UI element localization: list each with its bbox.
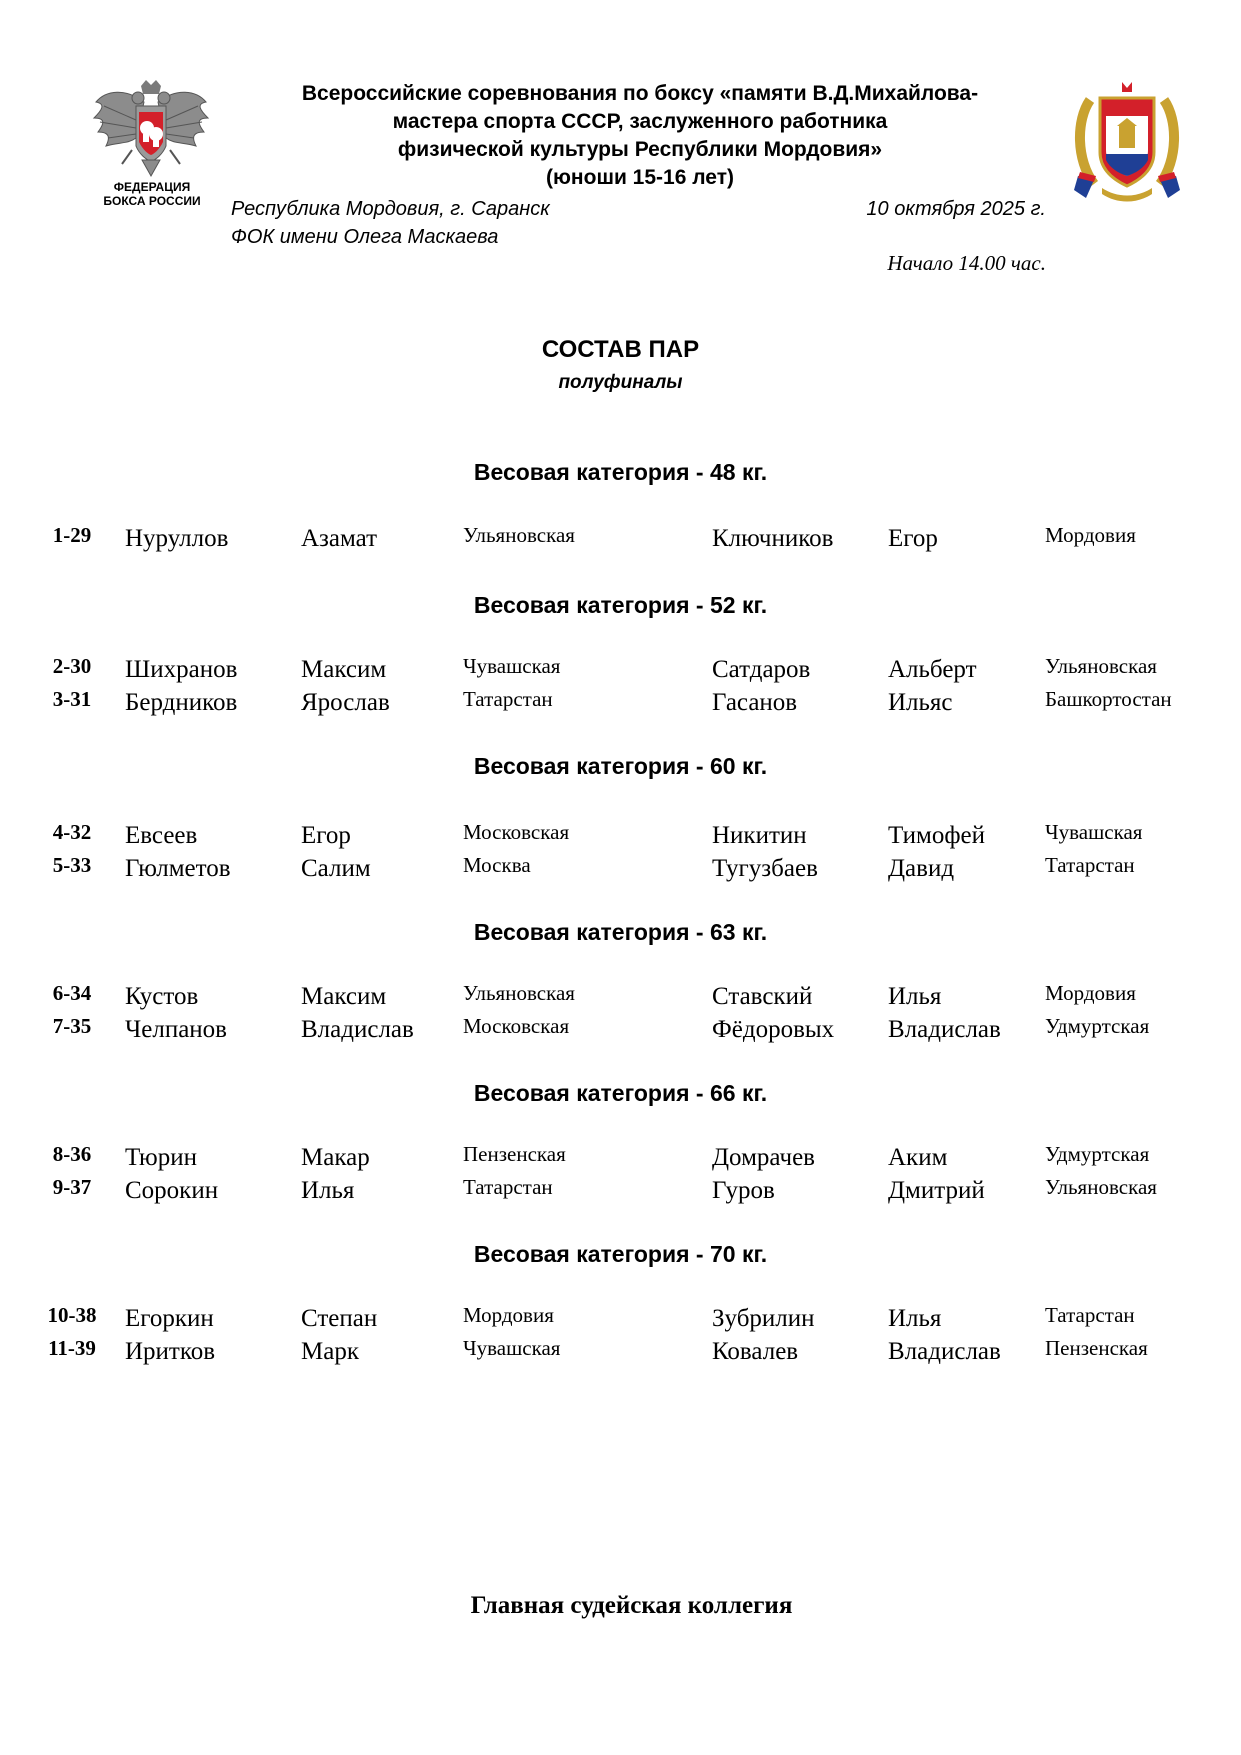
bout-number: 10-38 xyxy=(47,1303,97,1327)
bout-row xyxy=(0,820,1241,853)
boxer2-first-name: Егор xyxy=(888,525,938,552)
bout-number: 7-35 xyxy=(52,1014,92,1038)
bout-row xyxy=(0,523,1241,556)
boxer2-last-name: Зубрилин xyxy=(712,1305,815,1332)
boxer2-region: Мордовия xyxy=(1045,523,1136,547)
venue-city: Республика Мордовия, г. Саранск xyxy=(231,198,550,220)
boxer2-last-name: Домрачев xyxy=(712,1144,815,1171)
federation-caption-line: ФЕДЕРАЦИЯ xyxy=(113,180,191,194)
page-title: СОСТАВ ПАР xyxy=(541,336,700,363)
bout-number: 1-29 xyxy=(52,523,92,547)
venue-hall: ФОК имени Олега Маскаева xyxy=(231,226,499,248)
boxer2-first-name: Дмитрий xyxy=(888,1177,985,1204)
boxer1-region: Ульяновская xyxy=(463,981,575,1005)
boxer1-region: Ульяновская xyxy=(463,523,575,547)
boxer1-last-name: Егоркин xyxy=(125,1305,214,1332)
bout-row xyxy=(0,687,1241,720)
title-line: мастера спорта СССР, заслуженного работника xyxy=(392,110,888,133)
start-time: Начало 14.00 час. xyxy=(887,251,1046,275)
boxer1-first-name: Максим xyxy=(301,656,387,683)
bout-row xyxy=(0,1142,1241,1175)
boxer1-first-name: Илья xyxy=(301,1177,355,1204)
boxer1-first-name: Азамат xyxy=(301,525,378,552)
title-line: Всероссийские соревнования по боксу «памяти В.Д.Михайлова- xyxy=(301,82,979,105)
title-line: (юноши 15-16 лет) xyxy=(546,166,734,189)
boxer1-last-name: Евсеев xyxy=(125,822,198,849)
boxer2-first-name: Тимофей xyxy=(888,822,986,849)
boxer1-region: Чувашская xyxy=(463,1336,561,1360)
boxer1-first-name: Салим xyxy=(301,855,371,882)
boxer2-region: Башкортостан xyxy=(1045,687,1172,711)
boxer1-region: Московская xyxy=(463,1014,570,1038)
weight-category-title: Весовая категория - 70 кг. xyxy=(473,1241,768,1267)
boxer2-first-name: Альберт xyxy=(888,656,977,683)
bout-number: 3-31 xyxy=(52,687,92,711)
boxer2-region: Пензенская xyxy=(1045,1336,1148,1360)
boxer1-region: Чувашская xyxy=(463,654,561,678)
boxer1-last-name: Бердников xyxy=(125,689,238,716)
boxer2-last-name: Сатдаров xyxy=(712,656,811,683)
bout-number: 11-39 xyxy=(48,1336,96,1360)
venue xyxy=(231,195,550,251)
boxer1-first-name: Егор xyxy=(301,822,351,849)
competition-date: 10 октября 2025 г. xyxy=(866,198,1046,220)
boxer2-first-name: Илья xyxy=(888,1305,942,1332)
weight-category-title: Весовая категория - 60 кг. xyxy=(473,753,768,779)
weight-category-title: Весовая категория - 48 кг. xyxy=(473,459,768,485)
boxer2-first-name: Давид xyxy=(888,855,955,882)
bout-number: 2-30 xyxy=(52,654,92,678)
boxer1-last-name: Челпанов xyxy=(125,1016,227,1043)
bout-number: 4-32 xyxy=(52,820,92,844)
boxer2-region: Мордовия xyxy=(1045,981,1136,1005)
bout-row xyxy=(0,654,1241,687)
boxer1-last-name: Гюлметов xyxy=(125,855,231,882)
bout-row xyxy=(0,853,1241,886)
boxer2-region: Чувашская xyxy=(1045,820,1143,844)
weight-category-title: Весовая категория - 52 кг. xyxy=(473,592,768,618)
competition-title xyxy=(260,80,1020,192)
boxer1-region: Татарстан xyxy=(463,687,553,711)
federation-caption xyxy=(82,180,222,208)
boxer2-region: Ульяновская xyxy=(1045,654,1157,678)
boxer1-region: Мордовия xyxy=(463,1303,554,1327)
boxer2-last-name: Гуров xyxy=(712,1177,775,1204)
boxer2-first-name: Владислав xyxy=(888,1338,1001,1365)
boxer2-last-name: Тугузбаев xyxy=(712,855,818,882)
boxer2-region: Ульяновская xyxy=(1045,1175,1157,1199)
boxer2-first-name: Илья xyxy=(888,983,942,1010)
bout-number: 6-34 xyxy=(52,981,92,1005)
boxer1-region: Москва xyxy=(463,853,531,877)
bout-number: 9-37 xyxy=(52,1175,92,1199)
weight-category-title: Весовая категория - 63 кг. xyxy=(473,919,768,945)
bout-number: 5-33 xyxy=(52,853,92,877)
boxer1-first-name: Марк xyxy=(301,1338,359,1365)
boxer2-first-name: Владислав xyxy=(888,1016,1001,1043)
boxer2-last-name: Никитин xyxy=(712,822,807,849)
boxer2-last-name: Ставский xyxy=(712,983,813,1010)
boxer2-last-name: Ковалев xyxy=(712,1338,799,1365)
boxer1-last-name: Иритков xyxy=(125,1338,216,1365)
boxer2-last-name: Гасанов xyxy=(712,689,798,716)
boxer1-first-name: Ярослав xyxy=(301,689,390,716)
mordovia-coat-of-arms-icon xyxy=(1072,80,1182,205)
boxer2-region: Татарстан xyxy=(1045,853,1135,877)
boxer2-last-name: Ключников xyxy=(712,525,834,552)
chief-judges-signature: Главная судейская коллегия xyxy=(470,1592,793,1619)
bout-row xyxy=(0,1336,1241,1369)
boxer2-region: Удмуртская xyxy=(1045,1014,1150,1038)
boxer1-region: Московская xyxy=(463,820,570,844)
boxer1-last-name: Нуруллов xyxy=(125,525,229,552)
page-subtitle: полуфиналы xyxy=(558,372,683,393)
boxer1-first-name: Степан xyxy=(301,1305,378,1332)
boxer2-first-name: Аким xyxy=(888,1144,948,1171)
boxer1-region: Татарстан xyxy=(463,1175,553,1199)
boxer1-first-name: Макар xyxy=(301,1144,370,1171)
federation-caption-line: БОКСА РОССИИ xyxy=(103,194,201,208)
boxer1-region: Пензенская xyxy=(463,1142,566,1166)
bout-number: 8-36 xyxy=(52,1142,92,1166)
boxer1-last-name: Шихранов xyxy=(125,656,238,683)
bout-row xyxy=(0,1175,1241,1208)
boxer2-region: Удмуртская xyxy=(1045,1142,1150,1166)
title-line: физической культуры Республики Мордовия» xyxy=(397,138,883,161)
boxer1-last-name: Кустов xyxy=(125,983,199,1010)
weight-category-title: Весовая категория - 66 кг. xyxy=(473,1080,768,1106)
boxer1-last-name: Сорокин xyxy=(125,1177,219,1204)
boxer1-first-name: Владислав xyxy=(301,1016,414,1043)
boxer2-last-name: Фёдоровых xyxy=(712,1016,835,1043)
boxer2-first-name: Ильяс xyxy=(888,689,953,716)
bout-row xyxy=(0,981,1241,1014)
bout-row xyxy=(0,1303,1241,1336)
boxer1-last-name: Тюрин xyxy=(125,1144,197,1171)
bout-row xyxy=(0,1014,1241,1047)
boxer2-region: Татарстан xyxy=(1045,1303,1135,1327)
boxer1-first-name: Максим xyxy=(301,983,387,1010)
